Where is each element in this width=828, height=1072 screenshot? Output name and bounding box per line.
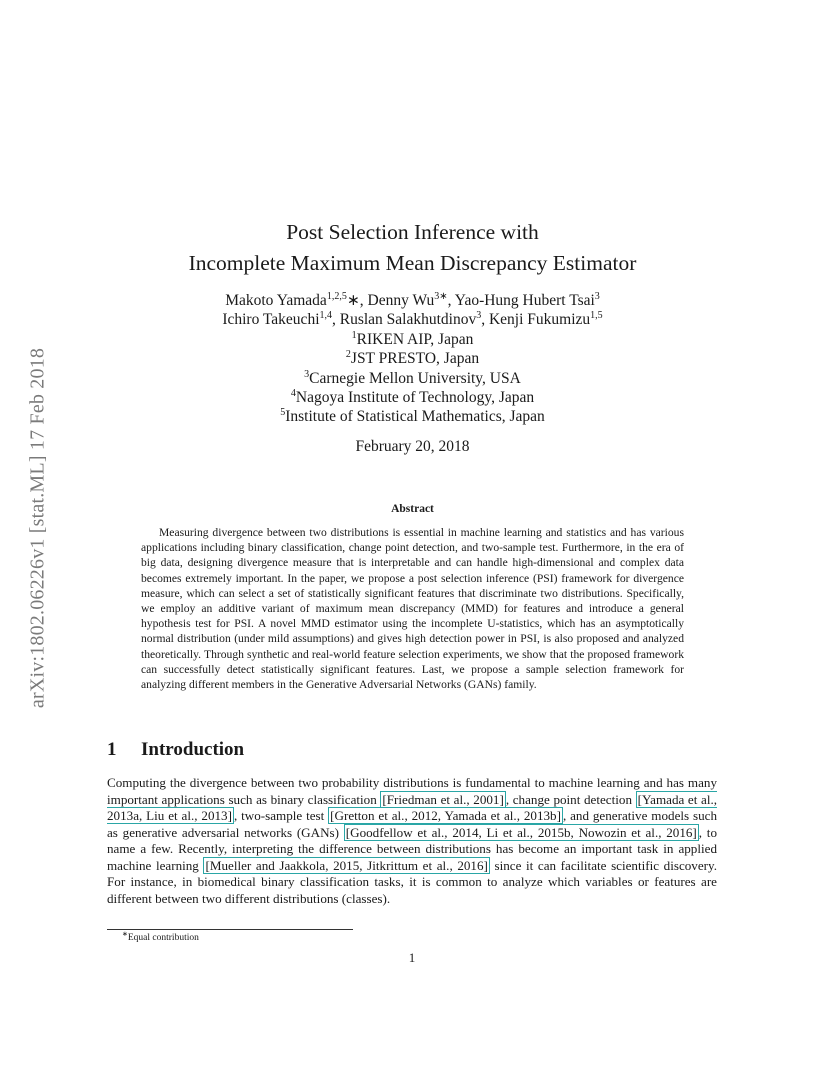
title-line-2: Incomplete Maximum Mean Discrepancy Estimator (188, 251, 637, 275)
section-number: 1 (107, 739, 117, 760)
arxiv-stamp: arXiv:1802.06226v1 [stat.ML] 17 Feb 2018 (26, 347, 49, 709)
affiliation-sup: 3 (304, 368, 310, 380)
author-name: , Kenji Fukumizu (481, 311, 591, 329)
affiliation-sup: 2 (345, 349, 351, 361)
affiliation (140, 369, 685, 388)
author-sup: 3 (476, 310, 482, 322)
affiliation-sup: 5 (280, 407, 286, 419)
intro-text: , two-sample test (233, 808, 329, 823)
author-sup: 3 (594, 291, 600, 302)
citation-link[interactable]: [Mueller and Jaakkola, 2015, Jitkrittum et al., 2016] (205, 857, 488, 873)
author-name: Ichiro Takeuchi (222, 311, 320, 329)
author-name: , Ruslan Salakhutdinov (332, 311, 477, 329)
footnote-text: Equal contribution (127, 933, 199, 943)
title-line-1: Post Selection Inference with (286, 220, 539, 244)
author-block (140, 291, 685, 427)
author-line-1 (140, 291, 685, 310)
footnote (122, 930, 199, 943)
affiliation-name: RIKEN AIP, Japan (356, 330, 474, 348)
affiliation-name: JST PRESTO, Japan (350, 350, 480, 368)
intro-text: since it can facilitate scientific discovery. For instance, in biomedical binary classification tasks, it is common to analyze which variables or features are different between two different distributions (classes). (107, 857, 717, 906)
author-sup: 1,5 (590, 310, 603, 322)
author-sup: 1,4 (319, 310, 332, 322)
footnote-rule (107, 929, 353, 930)
intro-paragraph (107, 775, 717, 907)
affiliation (140, 330, 685, 349)
paper-title (140, 217, 685, 279)
citation-link[interactable]: [Friedman et al., 2001] (382, 791, 504, 807)
author-sup: 1,2,5 (326, 291, 347, 302)
affiliation-sup: 4 (290, 388, 296, 400)
intro-text: , and generative models such as generative adversarial networks (GANs) (107, 808, 717, 840)
affiliation (140, 349, 685, 368)
author-name: Makoto Yamada (225, 292, 327, 309)
footnote-mark: ∗ (122, 930, 128, 938)
citation-link[interactable]: [Gretton et al., 2012, Yamada et al., 2013b] (330, 808, 561, 823)
intro-text: Computing the divergence between two probability distributions is fundamental to machine learning and has many important applications such as binary classification (107, 775, 717, 807)
abstract-text: Measuring divergence between two distributions is essential in machine learning and statistics and has various applications including binary classification, change point detection, and two-sample test. Furthermore, in the era of big data, designing divergence measure that is interpretable and can handle high-dimensional and complex data becomes extremely important. In the paper, we propose a post selection inference (PSI) framework for divergence measure, which can select a set of statistically significant features that discriminate two distributions. Specifically, we employ an additive variant of maximum mean discrepancy (MMD) for features and introduce a general hypothesis test for PSI. A novel MMD estimator using the incomplete U-statistics, which has an asymptotically normal distribution (under mild assumptions) and gives high detection power in PSI, is also proposed and analyzed theoretically. Through synthetic and real-world feature selection experiments, we show that the proposed framework can successfully detect statistically significant features. Last, we propose a sample selection framework for analyzing different members in the Generative Adversarial Networks (GANs) family. (141, 526, 684, 692)
affiliation-name: Institute of Statistical Mathematics, Japan (285, 408, 545, 426)
citation-link[interactable]: [Yamada et al., 2013a, Liu et al., 2013] (107, 791, 718, 823)
affiliation-name: Nagoya Institute of Technology, Japan (295, 389, 535, 407)
section-title: Introduction (141, 739, 245, 760)
citation-link[interactable]: [Goodfellow et al., 2014, Li et al., 2015b, Nowozin et al., 2016] (345, 824, 697, 840)
author-name: ∗, Denny Wu (346, 292, 435, 309)
author-sup: 3∗ (434, 291, 448, 302)
paper-date: February 20, 2018 (355, 438, 470, 455)
affiliation (140, 388, 685, 407)
affiliation (140, 407, 685, 426)
intro-text: , change point detection (505, 791, 636, 807)
abstract-heading: Abstract (391, 503, 434, 515)
affiliation-sup: 1 (351, 329, 357, 341)
author-name: , Yao-Hung Hubert Tsai (447, 292, 595, 309)
page-number: 1 (408, 950, 416, 965)
intro-text: , to name a few. Recently, interpreting the difference between distributions has become an important task in applied machine learning (107, 824, 717, 873)
affiliation-name: Carnegie Mellon University, USA (309, 369, 521, 387)
author-line-2 (140, 310, 685, 329)
